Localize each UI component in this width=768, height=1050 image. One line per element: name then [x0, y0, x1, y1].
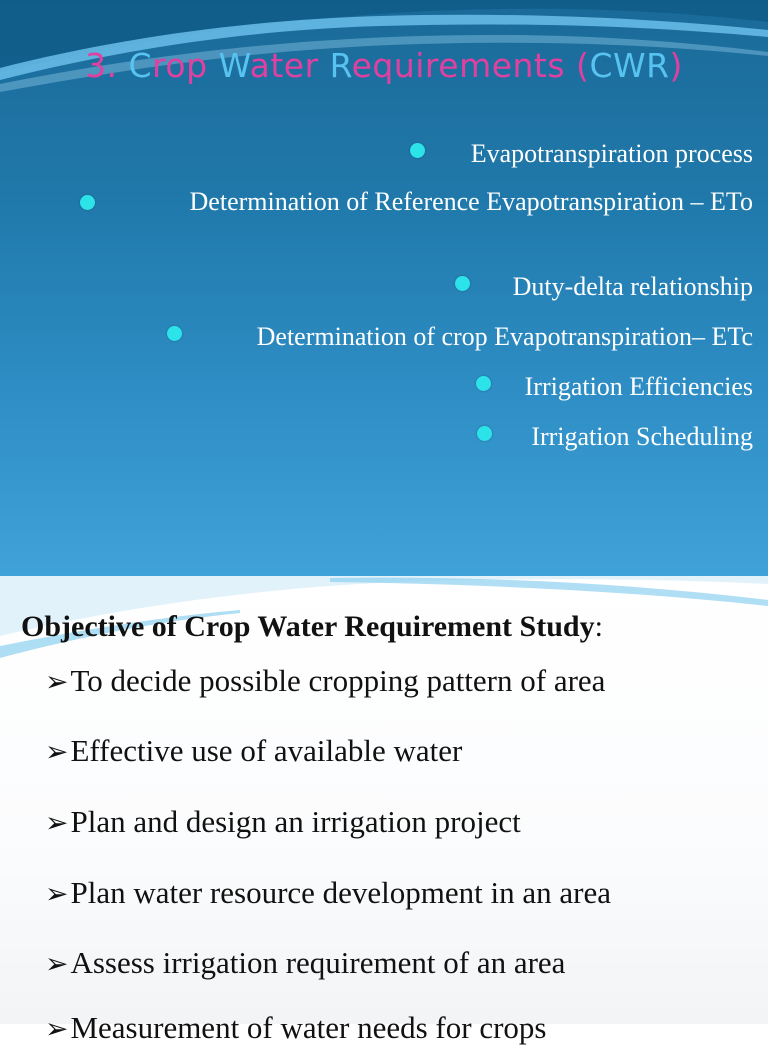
objective-text: Plan and design an irrigation project — [70, 804, 521, 839]
title-segment: equirements ( — [351, 46, 590, 85]
topic-item — [257, 319, 753, 355]
bullet-dot-icon — [80, 195, 95, 210]
topic-item — [525, 369, 753, 405]
slide-objectives — [0, 576, 768, 1045]
objective-item — [45, 731, 462, 773]
arrow-bullet-icon: ➢ — [45, 808, 69, 839]
bullet-dot-icon — [455, 276, 470, 291]
heading-text: Objective of Crop Water Requirement Study — [21, 610, 595, 643]
topic-item — [113, 184, 753, 220]
bullet-dot-icon — [167, 326, 182, 341]
title-segment: W — [218, 46, 250, 85]
title-segment: R — [329, 46, 352, 85]
title-segment: ater — [249, 46, 330, 85]
bullet-dot-icon — [476, 376, 491, 391]
arrow-bullet-icon: ➢ — [45, 879, 69, 910]
topic-text: Determination of Reference Evapotranspiration – ETo — [189, 187, 753, 216]
bullet-dot-icon — [477, 426, 492, 441]
topic-text: Evapotranspiration process — [470, 139, 753, 168]
arrow-bullet-icon: ➢ — [45, 737, 69, 768]
arrow-bullet-icon: ➢ — [45, 949, 69, 980]
objective-text: Measurement of water needs for crops — [70, 1010, 547, 1045]
objective-item — [45, 1008, 546, 1050]
title-segment: C — [128, 46, 153, 85]
objective-list — [0, 576, 768, 1045]
objective-text: Effective use of available water — [70, 733, 463, 768]
topic-text: Irrigation Scheduling — [531, 422, 753, 451]
arrow-bullet-icon: ➢ — [45, 1014, 69, 1045]
objective-text: Assess irrigation requirement of an area — [70, 945, 566, 980]
arrow-bullet-icon: ➢ — [45, 667, 69, 698]
objective-item — [45, 661, 605, 703]
objective-text: To decide possible cropping pattern of area — [70, 663, 606, 698]
topic-text: Determination of crop Evapotranspiration– ETc — [256, 322, 753, 351]
objective-item — [45, 802, 521, 844]
topic-text: Duty-delta relationship — [512, 272, 753, 301]
title-segment: 3. — [85, 46, 129, 85]
heading-colon: : — [594, 610, 603, 643]
topic-item — [531, 419, 753, 455]
objective-item — [45, 943, 565, 985]
bullet-dot-icon — [410, 143, 425, 158]
title-segment: CWR — [589, 46, 670, 85]
topic-item — [513, 269, 753, 305]
title-segment: ) — [669, 46, 683, 85]
topic-item — [471, 136, 753, 172]
objective-item — [45, 873, 611, 915]
topic-text: Irrigation Efficiencies — [524, 372, 753, 401]
title-segment: rop — [152, 46, 219, 85]
objective-text: Plan water resource development in an area — [70, 875, 612, 910]
